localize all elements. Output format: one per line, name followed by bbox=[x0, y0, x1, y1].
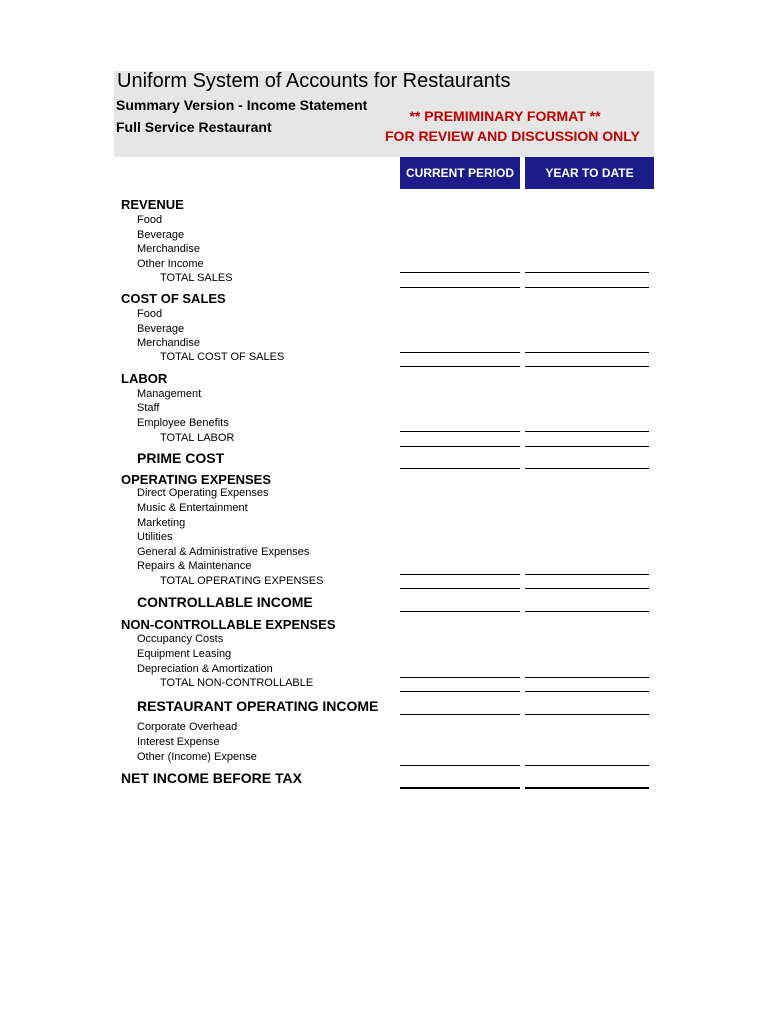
column-header-year-to-date: YEAR TO DATE bbox=[525, 157, 654, 189]
other-item-interest-expense: Interest Expense bbox=[137, 736, 220, 748]
revenue-item-beverage: Beverage bbox=[137, 229, 185, 241]
non-controllable-item-equipment-leasing: Equipment Leasing bbox=[137, 648, 232, 660]
other-item-other-income-expense: Other (Income) Expense bbox=[137, 751, 257, 763]
column-header-current-period: CURRENT PERIOD bbox=[400, 157, 520, 189]
operating-item-general-admin: General & Administrative Expenses bbox=[137, 546, 310, 558]
revenue-item-merchandise: Merchandise bbox=[137, 243, 200, 255]
net-income-before-tax-label: NET INCOME BEFORE TAX bbox=[121, 770, 302, 786]
underline bbox=[525, 765, 649, 766]
underline bbox=[400, 366, 520, 367]
underline bbox=[525, 714, 649, 715]
underline bbox=[525, 431, 649, 432]
underline bbox=[400, 446, 520, 447]
controllable-income-label: CONTROLLABLE INCOME bbox=[137, 594, 313, 610]
underline bbox=[400, 468, 520, 469]
labor-item-staff: Staff bbox=[137, 402, 160, 414]
underline bbox=[400, 588, 520, 589]
other-item-corporate-overhead: Corporate Overhead bbox=[137, 721, 238, 733]
total-sales-label: TOTAL SALES bbox=[160, 272, 233, 284]
underline bbox=[400, 272, 520, 273]
underline bbox=[400, 431, 520, 432]
operating-item-repairs: Repairs & Maintenance bbox=[137, 560, 252, 572]
review-notice: FOR REVIEW AND DISCUSSION ONLY bbox=[385, 128, 640, 144]
document-title: Uniform System of Accounts for Restaurants bbox=[117, 70, 511, 92]
document-subtitle-restaurant-type: Full Service Restaurant bbox=[116, 119, 272, 135]
operating-item-marketing: Marketing bbox=[137, 517, 186, 529]
revenue-item-food: Food bbox=[137, 214, 163, 226]
double-underline bbox=[525, 787, 649, 789]
cost-of-sales-item-merchandise: Merchandise bbox=[137, 337, 200, 349]
revenue-item-other-income: Other Income bbox=[137, 258, 204, 270]
underline bbox=[400, 287, 520, 288]
underline bbox=[525, 677, 649, 678]
underline bbox=[525, 366, 649, 367]
underline bbox=[400, 714, 520, 715]
non-controllable-heading: NON-CONTROLLABLE EXPENSES bbox=[121, 617, 336, 632]
cost-of-sales-item-food: Food bbox=[137, 308, 163, 320]
underline bbox=[525, 352, 649, 353]
underline bbox=[525, 272, 649, 273]
underline bbox=[400, 611, 520, 612]
underline bbox=[525, 574, 649, 575]
non-controllable-item-occupancy: Occupancy Costs bbox=[137, 633, 224, 645]
double-underline bbox=[400, 787, 520, 789]
underline bbox=[525, 446, 649, 447]
labor-item-management: Management bbox=[137, 388, 202, 400]
underline bbox=[400, 352, 520, 353]
non-controllable-item-depreciation: Depreciation & Amortization bbox=[137, 663, 273, 675]
total-operating-expenses-label: TOTAL OPERATING EXPENSES bbox=[160, 575, 324, 587]
underline bbox=[525, 287, 649, 288]
labor-item-employee-benefits: Employee Benefits bbox=[137, 417, 229, 429]
total-non-controllable-label: TOTAL NON-CONTROLLABLE bbox=[160, 677, 314, 689]
underline bbox=[525, 468, 649, 469]
underline bbox=[400, 677, 520, 678]
total-cost-of-sales-label: TOTAL COST OF SALES bbox=[160, 351, 285, 363]
operating-expenses-heading: OPERATING EXPENSES bbox=[121, 472, 272, 487]
preliminary-notice: ** PREMIMINARY FORMAT ** bbox=[409, 108, 601, 124]
underline bbox=[400, 574, 520, 575]
restaurant-operating-income-label: RESTAURANT OPERATING INCOME bbox=[137, 698, 379, 714]
prime-cost-label: PRIME COST bbox=[137, 450, 225, 466]
operating-item-music: Music & Entertainment bbox=[137, 502, 248, 514]
underline bbox=[400, 765, 520, 766]
labor-heading: LABOR bbox=[121, 371, 168, 386]
cost-of-sales-heading: COST OF SALES bbox=[121, 291, 226, 306]
underline bbox=[400, 691, 520, 692]
total-labor-label: TOTAL LABOR bbox=[160, 432, 235, 444]
underline bbox=[525, 611, 649, 612]
document-subtitle: Summary Version - Income Statement bbox=[116, 97, 368, 113]
revenue-heading: REVENUE bbox=[121, 197, 184, 212]
operating-item-direct: Direct Operating Expenses bbox=[137, 487, 269, 499]
operating-item-utilities: Utilities bbox=[137, 531, 173, 543]
cost-of-sales-item-beverage: Beverage bbox=[137, 323, 185, 335]
underline bbox=[525, 691, 649, 692]
underline bbox=[525, 588, 649, 589]
